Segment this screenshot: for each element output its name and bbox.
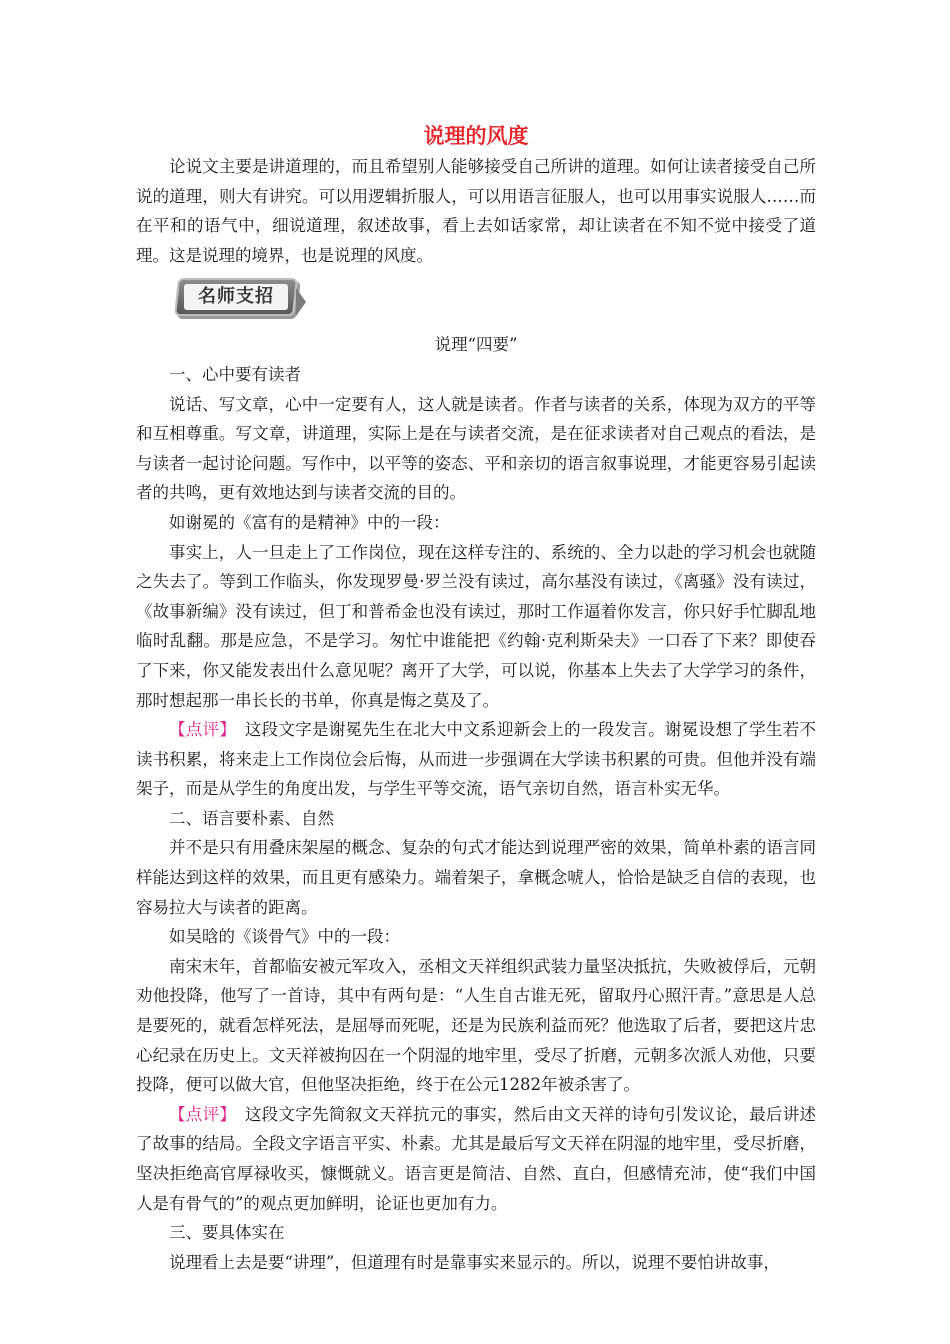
example-quote-2: 南宋末年，首都临安被元军攻入，丞相文天祥组织武装力量坚决抵抗，失败被俘后，元朝劝他投降，他写了一首诗，其中有两句是：“人生自古谁无死，留取丹心照汗青。”意思是人总是要死的，就看怎样死法，是屈辱而死呢，还是为民族利益而死？他选取了后者，要把这片忠心纪录在历史上。文天祥被拘囚在一个阴湿的地牢里，受尽了折磨，元朝多次派人劝他，只要投降，便可以做大官，但他坚决拒绝，终于在公元1282年被杀害了。 <box>136 956 816 1095</box>
page-title: 说理的风度 <box>423 123 529 148</box>
comment-1 <box>136 715 816 804</box>
badge-label: 名师支招 <box>198 286 274 308</box>
example-quote-1: 事实上，人一旦走上了工作岗位，现在这样专注的、系统的、全力以赴的学习机会也就随之失去了。等到工作临头，你发现罗曼·罗兰没有读过，高尔基没有读过，《离骚》没有读过，《故事新编》没有读过，但丁和普希金也没有读过，那时工作逼着你发言，你只好手忙脚乱地临时乱翻。那是应急，不是学习。匆忙中谁能把《约翰·克利斯朵夫》一口吞了下来？即使吞了下来，你又能发表出什么意见呢？离开了大学，可以说，你基本上失去了大学学习的条件，那时想起那一串长长的书单，你真是悔之莫及了。 <box>136 542 816 710</box>
example-intro-2: 如吴晗的《谈骨气》中的一段： <box>169 927 400 947</box>
example-intro-1: 如谢冕的《富有的是精神》中的一段： <box>169 512 450 532</box>
section-body-3: 说理看上去是要“讲理”，但道理有时是靠事实来显示的。所以，说理不要怕讲故事， <box>169 1252 780 1272</box>
badge-tail-icon <box>296 288 306 316</box>
section-body-1: 说话、写文章，心中一定要有人，这人就是读者。作者与读者的关系，体现为双方的平等和互相尊重。写文章，讲道理，实际上是在与读者交流，是在征求读者对自己观点的看法，是与读者一起讨论问题。写作中，以平等的姿态、平和亲切的语言叙事说理，才能更容易引起读者的共鸣，更有效地达到与读者交流的目的。 <box>136 394 816 503</box>
comment-text: 这段文字先简叙文天祥抗元的事实，然后由文天祥的诗句引发议论，最后讲述了故事的结局。全段文字语言平实、朴素。尤其是最后写文天祥在阴湿的地牢里，受尽折磨，坚决拒绝高官厚禄收买，慷慨就义。语言更是简洁、自然、直白，但感情充沛，使“我们中国人是有骨气的”的观点更加鲜明，论证也更加有力。 <box>136 1104 817 1213</box>
section-badge <box>176 278 816 326</box>
subtitle: 说理“四要” <box>434 335 518 355</box>
section-heading-3: 三、要具体实在 <box>169 1223 285 1243</box>
section-heading-1: 一、心中要有读者 <box>169 364 301 384</box>
comment-text: 这段文字是谢冕先生在北大中文系迎新会上的一段发言。谢冕设想了学生若不读书积累，将来走上工作岗位会后悔，从而进一步强调在大学读书积累的可贵。但他并没有端架子，而是从学生的角度出发，与学生平等交流，语气亲切自然，语言朴实无华。 <box>136 720 817 799</box>
section-body-2: 并不是只有用叠床架屋的概念、复杂的句式才能达到说理严密的效果，简单朴素的语言同样能达到这样的效果，而且更有感染力。端着架子，拿概念唬人，恰恰是缺乏自信的表现，也容易拉大与读者的距离。 <box>136 838 816 917</box>
comment-2 <box>136 1100 816 1218</box>
intro-paragraph: 论说文主要是讲道理的，而且希望别人能够接受自己所讲的道理。如何让读者接受自己所说的道理，则大有讲究。可以用逻辑折服人，可以用语言征服人，也可以用事实说服人……而在平和的语气中，细说道理，叙述故事，看上去如话家常，却让读者在不知不觉中接受了道理。这是说理的境界，也是说理的风度。 <box>136 157 816 265</box>
badge-frame <box>174 278 298 316</box>
comment-tag: 【点评】 <box>169 720 228 740</box>
comment-tag: 【点评】 <box>169 1104 228 1124</box>
section-heading-2: 二、语言要朴素、自然 <box>169 808 334 828</box>
